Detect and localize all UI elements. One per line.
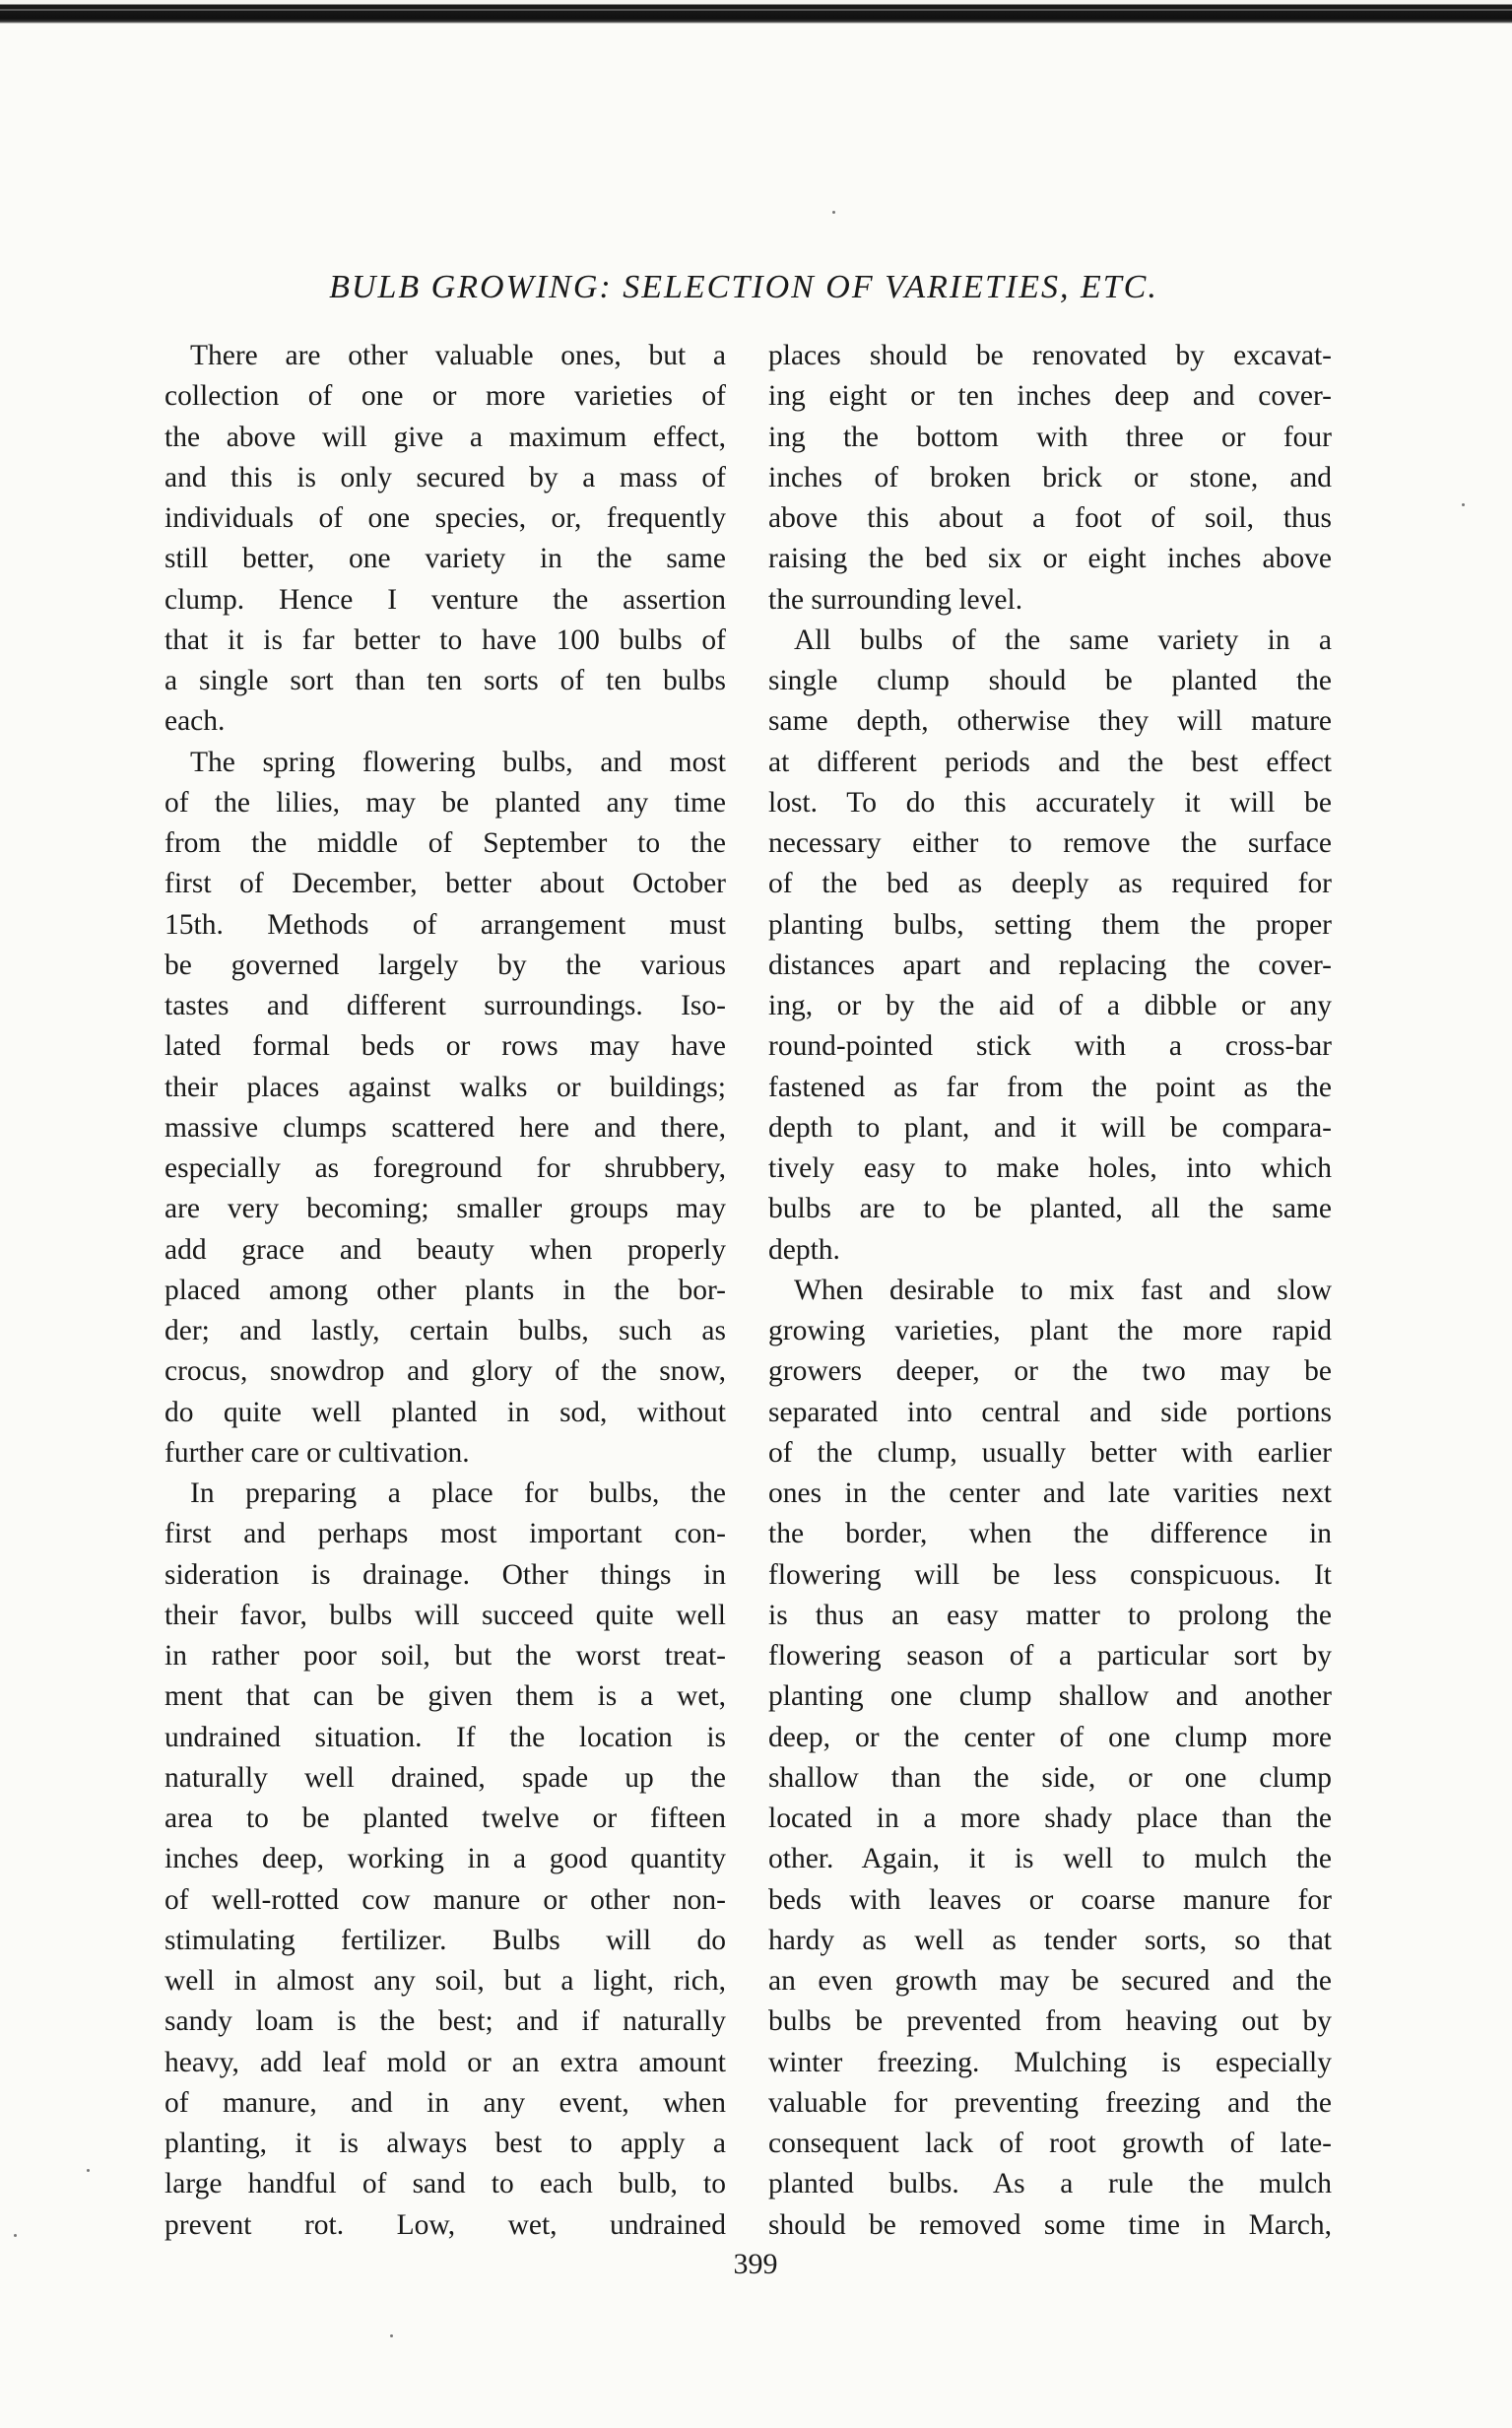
- text-line: placed among other plants in the bor-: [164, 1274, 726, 1306]
- paper-speck: [14, 2234, 17, 2237]
- text-line: distances apart and replacing the cover-: [768, 949, 1332, 981]
- text-line: shallow than the side, or one clump: [768, 1761, 1332, 1794]
- text-line: sandy loam is the best; and if naturally: [164, 2005, 726, 2038]
- top-border-rule: [0, 0, 1512, 24]
- text-line: above this about a foot of soil, thus: [768, 502, 1332, 534]
- text-line: first and perhaps most important con-: [164, 1518, 726, 1550]
- text-line: their favor, bulbs will succeed quite well: [164, 1599, 726, 1631]
- text-line: add grace and beauty when properly: [164, 1233, 726, 1266]
- text-line: tastes and different surroundings. Iso-: [164, 990, 726, 1021]
- text-line: of well-rotted cow manure or other non-: [164, 1883, 726, 1916]
- running-head: BULB GROWING: SELECTION OF VARIETIES, ETC.: [329, 269, 1158, 305]
- text-line: be governed largely by the various: [164, 949, 726, 981]
- text-line: ment that can be given them is a wet,: [164, 1680, 726, 1713]
- text-line: beds with leaves or coarse manure for: [768, 1883, 1332, 1916]
- text-line: from the middle of September to the: [164, 827, 726, 859]
- text-line: planting one clump shallow and another: [768, 1680, 1332, 1713]
- text-line: located in a more shady place than the: [768, 1803, 1332, 1834]
- text-line: further care or cultivation.: [164, 1436, 470, 1469]
- text-line: ing, or by the aid of a dibble or any: [768, 990, 1332, 1021]
- text-line: fastened as far from the point as the: [768, 1071, 1332, 1103]
- page-number: 399: [733, 2248, 778, 2280]
- text-line: that it is far better to have 100 bulbs of: [164, 623, 726, 656]
- text-line: sideration is drainage. Other things in: [164, 1558, 726, 1591]
- text-line: tively easy to make holes, into which: [768, 1152, 1332, 1184]
- text-line: lated formal beds or rows may have: [164, 1030, 726, 1063]
- text-line: at different periods and the best effect: [768, 746, 1332, 778]
- text-line: still better, one variety in the same: [164, 543, 726, 575]
- text-line: 15th. Methods of arrangement must: [164, 908, 726, 941]
- text-line: of the lilies, may be planted any time: [164, 786, 726, 819]
- paper-speck: [87, 2169, 90, 2172]
- text-line: flowering will be less conspicuous. It: [768, 1558, 1332, 1591]
- text-line: prevent rot. Low, wet, undrained: [164, 2208, 726, 2241]
- text-line: the surrounding level.: [768, 583, 1023, 616]
- text-line: ing eight or ten inches deep and cover-: [768, 380, 1332, 413]
- text-line: separated into central and side portions: [768, 1396, 1332, 1428]
- text-line: places should be renovated by excavat-: [768, 340, 1332, 371]
- text-line: lost. To do this accurately it will be: [768, 786, 1332, 819]
- right-text-column: [768, 336, 1332, 2246]
- text-line: deep, or the center of one clump more: [768, 1721, 1332, 1753]
- text-line: winter freezing. Mulching is especially: [768, 2046, 1332, 2078]
- text-line: first of December, better about October: [164, 868, 726, 900]
- text-line: When desirable to mix fast and slow: [794, 1274, 1332, 1306]
- text-line: crocus, snowdrop and glory of the snow,: [164, 1355, 726, 1388]
- text-line: planted bulbs. As a rule the mulch: [768, 2168, 1332, 2200]
- text-line: in rather poor soil, but the worst treat-: [164, 1640, 726, 1672]
- text-line: planting, it is always best to apply a: [164, 2128, 726, 2159]
- text-line: growing varieties, plant the more rapid: [768, 1315, 1332, 1346]
- text-line: The spring flowering bulbs, and most: [190, 746, 726, 778]
- text-line: necessary either to remove the surface: [768, 827, 1332, 859]
- text-line: of the clump, usually better with earlier: [768, 1436, 1332, 1469]
- text-line: raising the bed six or eight inches above: [768, 543, 1332, 575]
- text-line: are very becoming; smaller groups may: [164, 1193, 726, 1225]
- text-line: bulbs are to be planted, all the same: [768, 1193, 1332, 1225]
- text-line: undrained situation. If the location is: [164, 1721, 726, 1753]
- text-line: flowering season of a particular sort by: [768, 1640, 1332, 1672]
- text-line: other. Again, it is well to mulch the: [768, 1843, 1332, 1875]
- text-line: der; and lastly, certain bulbs, such as: [164, 1315, 726, 1346]
- text-line: ones in the center and late varities next: [768, 1477, 1332, 1509]
- paper-speck: [832, 211, 835, 214]
- text-line: planting bulbs, setting them the proper: [768, 908, 1332, 941]
- text-line: do quite well planted in sod, without: [164, 1396, 726, 1428]
- text-line: the above will give a maximum effect,: [164, 421, 726, 453]
- text-line: a single sort than ten sorts of ten bulbs: [164, 665, 726, 696]
- text-line: ing the bottom with three or four: [768, 421, 1332, 453]
- text-line: growers deeper, or the two may be: [768, 1355, 1332, 1388]
- text-line: consequent lack of root growth of late-: [768, 2128, 1332, 2159]
- text-line: an even growth may be secured and the: [768, 1965, 1332, 1997]
- paper-speck: [390, 2334, 393, 2337]
- text-line: individuals of one species, or, frequently: [164, 502, 726, 534]
- text-line: each.: [164, 705, 226, 738]
- text-line: inches deep, working in a good quantity: [164, 1843, 726, 1875]
- text-line: collection of one or more varieties of: [164, 380, 726, 413]
- text-line: naturally well drained, spade up the: [164, 1761, 726, 1794]
- text-line: heavy, add leaf mold or an extra amount: [164, 2046, 726, 2078]
- paper-speck: [1462, 503, 1465, 506]
- text-line: massive clumps scattered here and there,: [164, 1111, 726, 1144]
- text-line: area to be planted twelve or fifteen: [164, 1803, 726, 1834]
- left-text-column: [164, 336, 726, 2246]
- text-line: round-pointed stick with a cross-bar: [768, 1030, 1332, 1063]
- text-line: of manure, and in any event, when: [164, 2086, 726, 2119]
- text-line: the border, when the difference in: [768, 1518, 1332, 1550]
- text-line: There are other valuable ones, but a: [190, 340, 726, 371]
- text-line: hardy as well as tender sorts, so that: [768, 1924, 1332, 1956]
- text-line: bulbs be prevented from heaving out by: [768, 2005, 1332, 2038]
- text-line: well in almost any soil, but a light, rich,: [164, 1965, 726, 1997]
- text-line: single clump should be planted the: [768, 665, 1332, 696]
- text-line: large handful of sand to each bulb, to: [164, 2168, 726, 2200]
- text-line: is thus an easy matter to prolong the: [768, 1599, 1332, 1631]
- text-line: clump. Hence I venture the assertion: [164, 583, 726, 616]
- text-line: of the bed as deeply as required for: [768, 868, 1332, 900]
- text-line: especially as foreground for shrubbery,: [164, 1152, 726, 1184]
- text-line: depth.: [768, 1233, 840, 1266]
- text-line: In preparing a place for bulbs, the: [190, 1477, 726, 1509]
- text-line: inches of broken brick or stone, and: [768, 461, 1332, 493]
- text-line: their places against walks or buildings;: [164, 1071, 726, 1103]
- text-line: All bulbs of the same variety in a: [794, 623, 1332, 656]
- text-line: should be removed some time in March,: [768, 2208, 1332, 2241]
- text-line: depth to plant, and it will be compara-: [768, 1111, 1332, 1144]
- text-line: stimulating fertilizer. Bulbs will do: [164, 1924, 726, 1956]
- text-line: same depth, otherwise they will mature: [768, 705, 1332, 738]
- text-line: valuable for preventing freezing and the: [768, 2086, 1332, 2119]
- text-line: and this is only secured by a mass of: [164, 461, 726, 493]
